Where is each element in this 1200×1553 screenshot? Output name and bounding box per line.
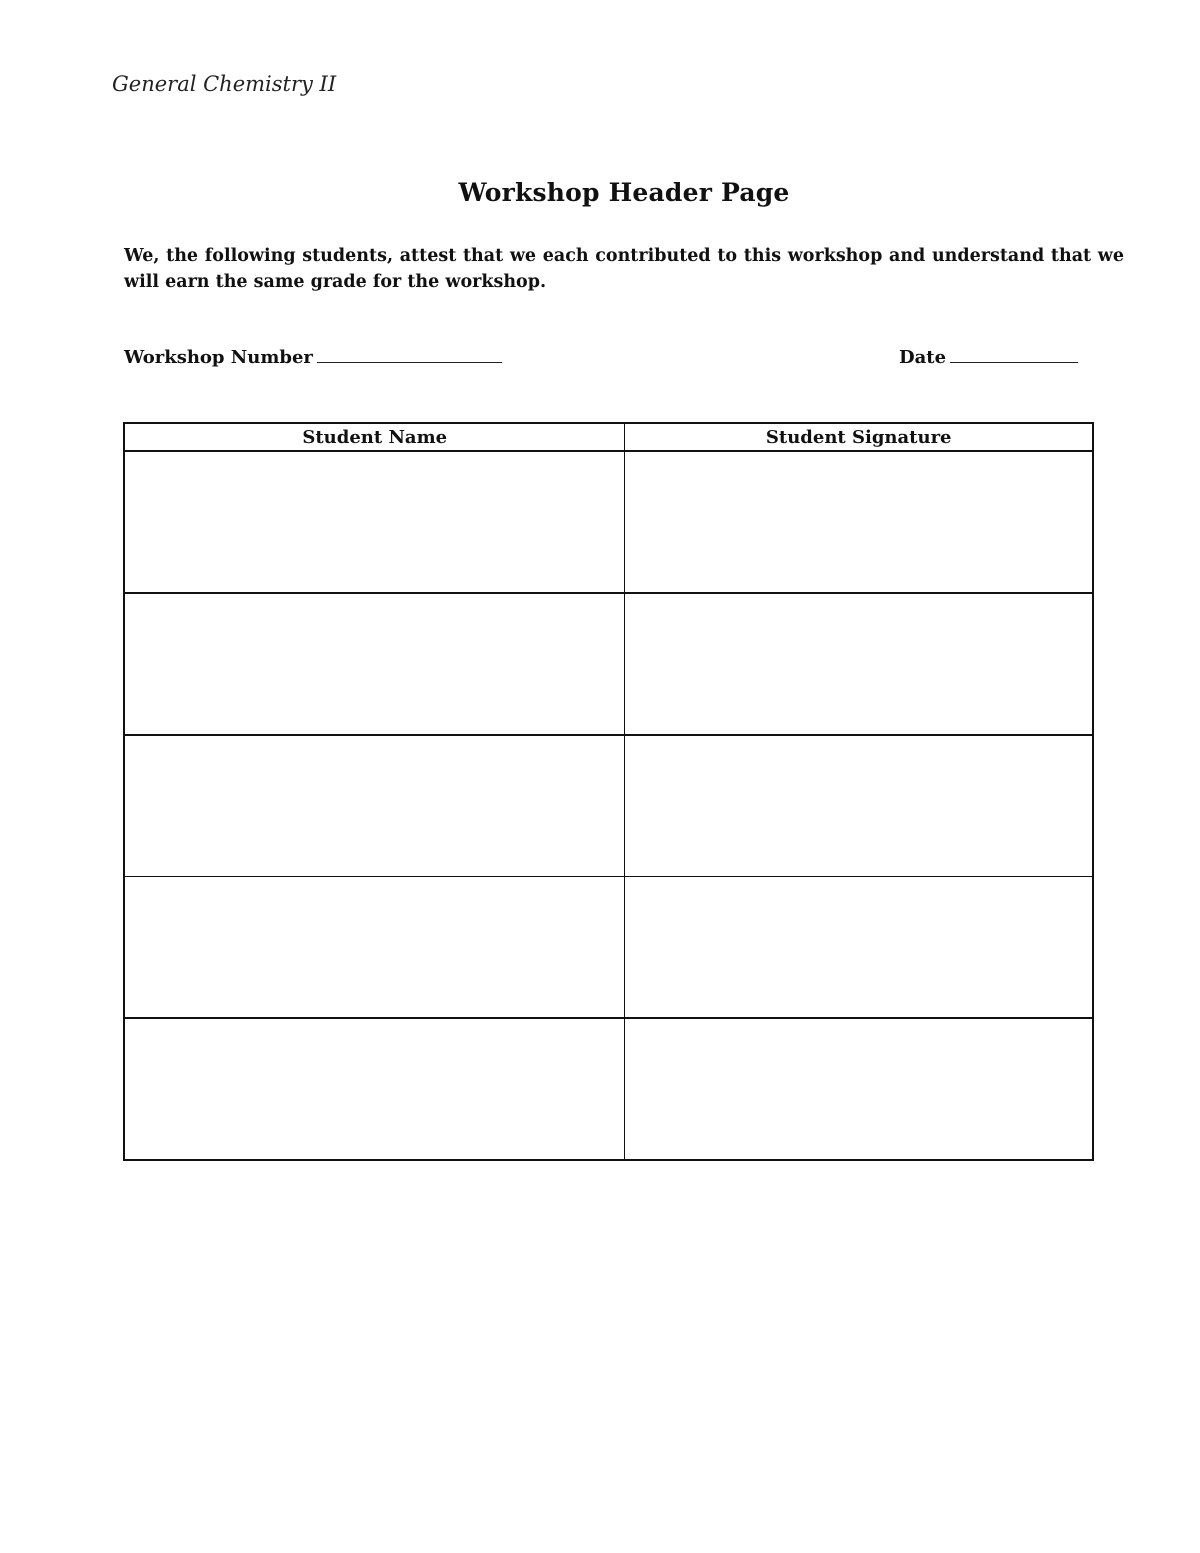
student-name-cell[interactable] [124,1018,625,1160]
date-field [899,344,1078,368]
table-row [124,735,1093,877]
column-header-student-name: Student Name [124,423,625,451]
workshop-number-label: Workshop Number [124,347,313,368]
student-name-cell[interactable] [124,735,625,877]
workshop-number-blank[interactable] [317,344,502,363]
student-signature-cell[interactable] [625,593,1093,735]
table-row [124,451,1093,593]
date-label: Date [899,347,947,368]
student-signature-cell[interactable] [625,1018,1093,1160]
student-signature-cell[interactable] [625,451,1093,593]
student-roster-table [123,422,1094,1161]
student-name-cell[interactable] [124,593,625,735]
student-signature-cell[interactable] [625,735,1093,877]
student-name-cell[interactable] [124,877,625,1019]
table-row [124,877,1093,1019]
student-name-cell[interactable] [124,451,625,593]
date-blank[interactable] [950,344,1078,363]
workshop-number-field [124,344,502,368]
course-header: General Chemistry II [112,72,337,96]
table-row [124,1018,1093,1160]
attestation-statement: We, the following students, attest that we each contributed to this workshop and understand that we will earn the same grade for the workshop. [124,246,1124,292]
column-header-student-signature: Student Signature [625,423,1093,451]
page-title: Workshop Header Page [458,178,790,207]
table-header-row [124,423,1093,451]
table-row [124,593,1093,735]
student-signature-cell[interactable] [625,877,1093,1019]
